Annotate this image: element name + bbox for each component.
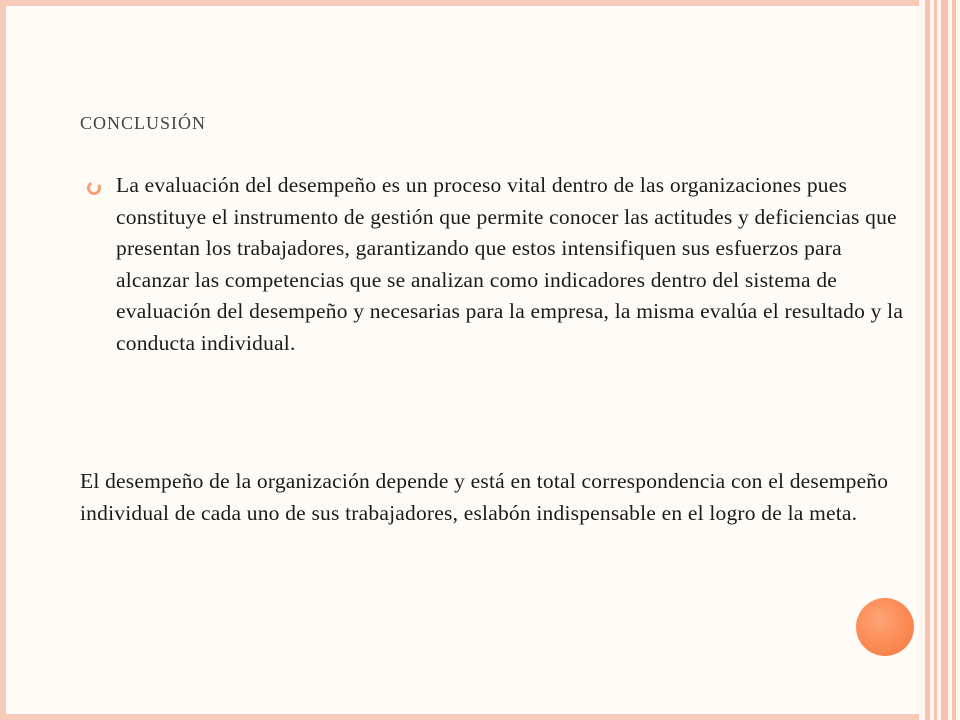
- conclusion-paragraph: El desempeño de la organización depende y está en total correspondencia con el desempeño individual de cada uno de sus trabajadores, eslabón indispensable en el logro de la meta.: [80, 469, 889, 525]
- decorative-orb: [856, 598, 914, 656]
- bullet-icon: [86, 180, 102, 196]
- bullet-text: La evaluación del desempeño es un proceso vital dentro de las organizaciones pues constituye el instrumento de gestión que permite conocer las actitudes y deficiencias que presentan los trabajadores, garantizando que estos intensifiquen sus esfuerzos para alcanzar las competencias que se analizan como indicadores dentro del sistema de evaluación del desempeño y necesarias para la empresa, la misma evalúa el resultado y la conducta individual.: [116, 173, 904, 355]
- slide-title: conclusión: [80, 108, 207, 135]
- decorative-stripes: [919, 0, 960, 720]
